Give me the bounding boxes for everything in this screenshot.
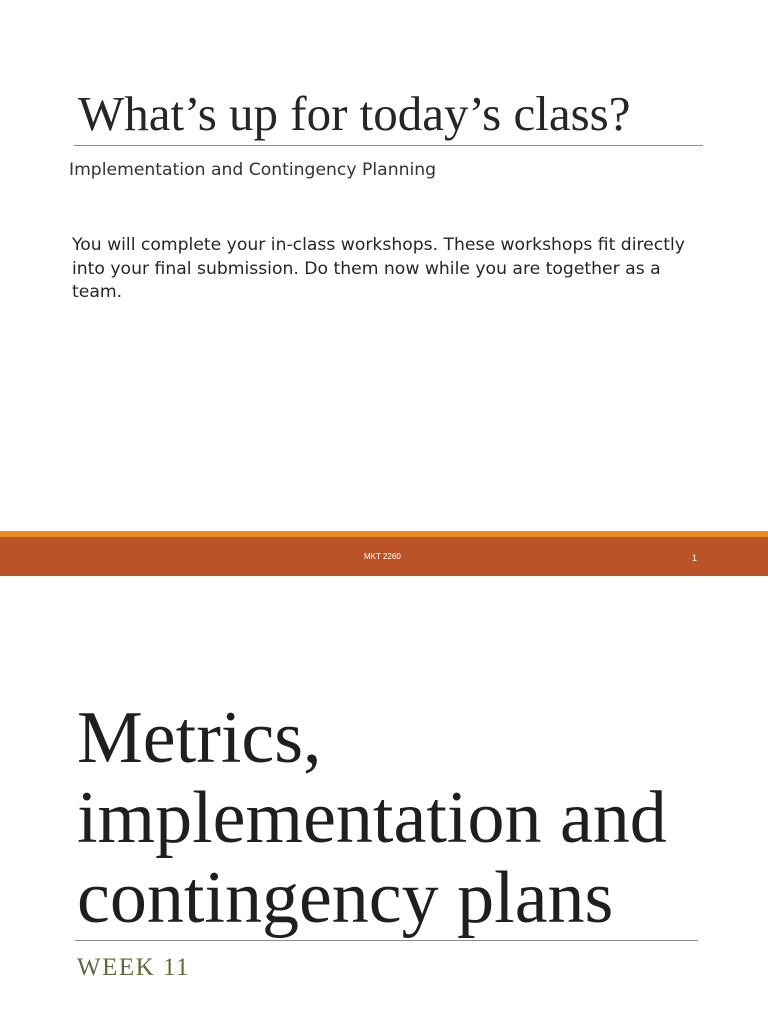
title-line: Metrics, <box>77 697 322 779</box>
title-divider <box>75 940 698 941</box>
slide-subtitle: Implementation and Contingency Planning <box>69 160 437 180</box>
title-line: contingency plans <box>77 857 614 939</box>
slide-subtitle: WEEK 11 <box>77 954 191 981</box>
title-divider <box>74 145 703 146</box>
slide-body-text: You will complete your in-class workshops. These workshops fit directly into your final submission. Do them now while you are together as a team. <box>72 235 685 302</box>
slide-title <box>77 698 757 938</box>
footer-course-code: MKT 2260 <box>364 552 401 561</box>
footer-page-number: 1 <box>692 553 698 563</box>
slide-title: What’s up for today’s class? <box>78 86 631 141</box>
slide-2 <box>0 576 768 1024</box>
title-line: implementation and <box>77 777 667 859</box>
